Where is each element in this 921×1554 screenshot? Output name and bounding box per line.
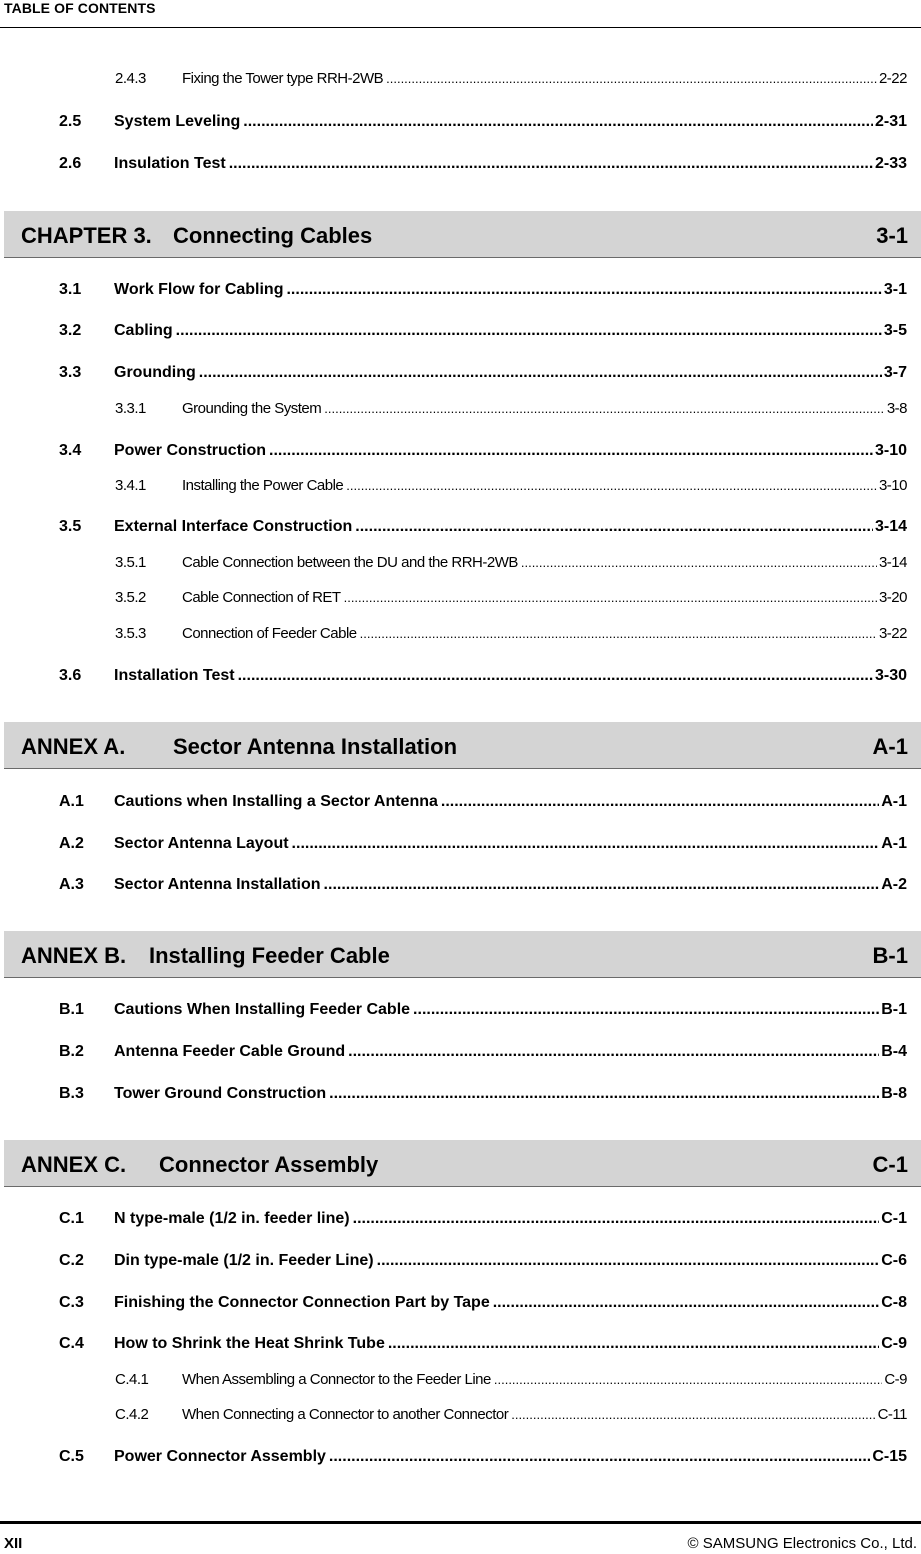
toc-entry-number: A.1 (59, 793, 84, 810)
toc-entry-title: Din type-male (1/2 in. Feeder Line) (114, 1252, 374, 1269)
toc-leader-dots (355, 518, 873, 536)
toc-leader-dots (521, 555, 877, 570)
toc-leader-dots (238, 667, 873, 685)
toc-leader-dots (348, 1043, 879, 1061)
toc-entry-title: When Assembling a Connector to the Feeder Line (182, 1371, 491, 1388)
toc-entry-title: Grounding (114, 364, 196, 381)
toc-entry-number: 3.3.1 (115, 400, 146, 417)
toc-entry[interactable] (0, 1371, 921, 1395)
toc-entry-page: 3-8 (886, 400, 907, 417)
toc-leader-dots (329, 1448, 870, 1466)
toc-entry-title: Cautions when Installing a Sector Antenna (114, 793, 438, 810)
toc-entry-number: C.1 (59, 1210, 84, 1227)
toc-entry-title: Sector Antenna Installation (114, 876, 321, 893)
toc-entry-title: N type-male (1/2 in. feeder line) (114, 1210, 350, 1227)
toc-entry-title: Connection of Feeder Cable (182, 625, 357, 642)
toc-entry[interactable] (0, 793, 921, 817)
toc-entry-page: 3-7 (883, 364, 907, 381)
toc-entry-page: 3-14 (878, 554, 907, 571)
toc-leader-dots (344, 590, 877, 605)
toc-entry-title: Insulation Test (114, 155, 226, 172)
footer-page-number: XII (4, 1535, 23, 1552)
toc-entry-number: 2.4.3 (115, 70, 146, 87)
toc-leader-dots (324, 876, 880, 894)
toc-entry[interactable] (0, 518, 921, 542)
toc-entry-title: Work Flow for Cabling (114, 281, 284, 298)
chapter-label: CHAPTER 3. (21, 223, 152, 248)
toc-entry-number: 3.5 (59, 518, 82, 535)
toc-entry-number: 3.4.1 (115, 477, 146, 494)
toc-leader-dots (353, 1210, 880, 1228)
toc-entry-title: External Interface Construction (114, 518, 353, 535)
toc-leader-dots (199, 364, 882, 382)
toc-entry[interactable] (0, 876, 921, 900)
toc-leader-dots (377, 1252, 880, 1270)
toc-entry-title: Fixing the Tower type RRH-2WB (182, 70, 384, 87)
toc-entry-number: C.4.2 (115, 1406, 149, 1423)
toc-entry[interactable] (0, 667, 921, 691)
toc-entry-page: C-9 (884, 1371, 907, 1388)
toc-leader-dots (386, 71, 877, 86)
toc-entry-title: Grounding the System (182, 400, 322, 417)
chapter-heading[interactable] (4, 931, 921, 978)
toc-entry-number: A.3 (59, 876, 84, 893)
toc-entry-page: B-8 (881, 1085, 907, 1102)
toc-entry-title: Cautions When Installing Feeder Cable (114, 1001, 411, 1018)
toc-entry-number: B.1 (59, 1001, 84, 1018)
toc-entry-title: Cabling (114, 322, 173, 339)
toc-entry[interactable] (0, 477, 921, 501)
toc-entry-number: C.2 (59, 1252, 84, 1269)
toc-leader-dots (388, 1335, 879, 1353)
toc-entry-page: C-9 (881, 1335, 907, 1352)
toc-entry[interactable] (0, 400, 921, 424)
chapter-title: Connector Assembly (159, 1152, 379, 1177)
toc-entry[interactable] (0, 589, 921, 613)
toc-entry[interactable] (0, 322, 921, 346)
chapter-page: B-1 (872, 943, 908, 968)
toc-leader-dots (511, 1407, 875, 1422)
toc-entry-number: A.2 (59, 835, 84, 852)
toc-entry-page: A-1 (881, 835, 907, 852)
chapter-label: ANNEX C. (21, 1152, 127, 1177)
toc-entry[interactable] (0, 70, 921, 94)
toc-leader-dots (286, 281, 881, 299)
toc-entry-title: When Connecting a Connector to another Connector (182, 1406, 509, 1423)
chapter-heading[interactable] (4, 1140, 921, 1187)
toc-entry-title: Installing the Power Cable (182, 477, 344, 494)
chapter-label: ANNEX A. (21, 734, 126, 759)
chapter-title: Connecting Cables (173, 223, 373, 248)
chapter-title: Sector Antenna Installation (173, 734, 458, 759)
toc-entry-title: Antenna Feeder Cable Ground (114, 1043, 346, 1060)
toc-entry[interactable] (0, 1252, 921, 1276)
toc-entry-title: Power Construction (114, 442, 267, 459)
toc-entry[interactable] (0, 155, 921, 179)
toc-entry-page: 3-5 (883, 322, 907, 339)
toc-entry-number: 3.5.2 (115, 589, 146, 606)
toc-entry-page: 3-10 (874, 442, 907, 459)
toc-entry-title: System Leveling (114, 113, 241, 130)
toc-entry-number: 3.6 (59, 667, 82, 684)
toc-entry-title: Finishing the Connector Connection Part by Tape (114, 1294, 490, 1311)
chapter-heading[interactable] (4, 211, 921, 258)
toc-entry[interactable] (0, 113, 921, 137)
toc-leader-dots (441, 793, 879, 811)
chapter-heading[interactable] (4, 722, 921, 769)
toc-entry-page: 3-30 (874, 667, 907, 684)
page-header (0, 0, 921, 28)
toc-entry-title: Tower Ground Construction (114, 1085, 327, 1102)
toc-entry-page: C-6 (881, 1252, 907, 1269)
toc-entry-page: 3-14 (874, 518, 907, 535)
toc-entry-page: A-1 (881, 793, 907, 810)
toc-entry-page: C-15 (872, 1448, 907, 1465)
toc-leader-dots (413, 1001, 879, 1019)
toc-leader-dots (346, 478, 877, 493)
toc-entry-title: Cable Connection of RET (182, 589, 341, 606)
toc-entry-page: 3-22 (878, 625, 907, 642)
toc-entry-number: 2.6 (59, 155, 82, 172)
toc-entry-number: 2.5 (59, 113, 82, 130)
toc-entry[interactable] (0, 442, 921, 466)
header-title: TABLE OF CONTENTS (4, 0, 156, 16)
chapter-page: A-1 (872, 734, 908, 759)
toc-entry-number: 3.5.3 (115, 625, 146, 642)
toc-entry[interactable] (0, 1406, 921, 1430)
footer-copyright: © SAMSUNG Electronics Co., Ltd. (687, 1535, 917, 1552)
toc-entry-number: C.3 (59, 1294, 84, 1311)
toc-entry-number: 3.5.1 (115, 554, 146, 571)
toc-entry[interactable] (0, 1043, 921, 1067)
toc-entry-page: B-4 (881, 1043, 907, 1060)
toc-entry-page: C-1 (881, 1210, 907, 1227)
toc-leader-dots (493, 1294, 880, 1312)
toc-entry-number: 3.1 (59, 281, 82, 298)
toc-entry-page: 3-1 (883, 281, 907, 298)
toc-entry[interactable] (0, 1210, 921, 1234)
toc-entry-page: A-2 (881, 876, 907, 893)
toc-entry-page: 2-31 (874, 113, 907, 130)
toc-entry-title: Installation Test (114, 667, 235, 684)
toc-leader-dots (494, 1372, 882, 1387)
toc-entry-title: Cable Connection between the DU and the RRH-2WB (182, 554, 518, 571)
toc-entry[interactable] (0, 835, 921, 859)
toc-entry-number: C.5 (59, 1448, 84, 1465)
toc-leader-dots (229, 155, 873, 173)
toc-entry[interactable] (0, 625, 921, 649)
toc-leader-dots (176, 322, 882, 340)
toc-entry-number: B.3 (59, 1085, 84, 1102)
toc-leader-dots (360, 626, 877, 641)
toc-entry[interactable] (0, 364, 921, 388)
toc-entry-number: 3.2 (59, 322, 82, 339)
toc-entry-title: Sector Antenna Layout (114, 835, 289, 852)
chapter-title: Installing Feeder Cable (149, 943, 390, 968)
toc-leader-dots (243, 113, 873, 131)
toc-entry[interactable] (0, 1085, 921, 1109)
toc-entry-number: 3.4 (59, 442, 82, 459)
toc-entry[interactable] (0, 554, 921, 578)
toc-entry[interactable] (0, 1294, 921, 1318)
toc-entry[interactable] (0, 1335, 921, 1359)
page-footer (0, 1521, 921, 1554)
toc-leader-dots (324, 401, 885, 416)
toc-leader-dots (269, 442, 873, 460)
toc-entry-page: C-11 (877, 1406, 907, 1423)
toc-entry-page: 3-10 (878, 477, 907, 494)
chapter-page: C-1 (872, 1152, 908, 1177)
toc-entry-number: C.4.1 (115, 1371, 149, 1388)
toc-entry-title: Power Connector Assembly (114, 1448, 326, 1465)
toc-entry-page: 3-20 (878, 589, 907, 606)
toc-entry-page: C-8 (881, 1294, 907, 1311)
toc-entry[interactable] (0, 1448, 921, 1472)
toc-entry-number: B.2 (59, 1043, 84, 1060)
toc-entry-number: 3.3 (59, 364, 82, 381)
toc-entry-title: How to Shrink the Heat Shrink Tube (114, 1335, 385, 1352)
toc-leader-dots (329, 1085, 879, 1103)
toc-entry-page: 2-22 (878, 70, 907, 87)
toc-entry[interactable] (0, 1001, 921, 1025)
chapter-page: 3-1 (876, 223, 908, 248)
toc-entry[interactable] (0, 281, 921, 305)
toc-entry-number: C.4 (59, 1335, 84, 1352)
toc-entry-page: 2-33 (874, 155, 907, 172)
chapter-label: ANNEX B. (21, 943, 127, 968)
toc-leader-dots (292, 835, 880, 853)
toc-entry-page: B-1 (881, 1001, 907, 1018)
